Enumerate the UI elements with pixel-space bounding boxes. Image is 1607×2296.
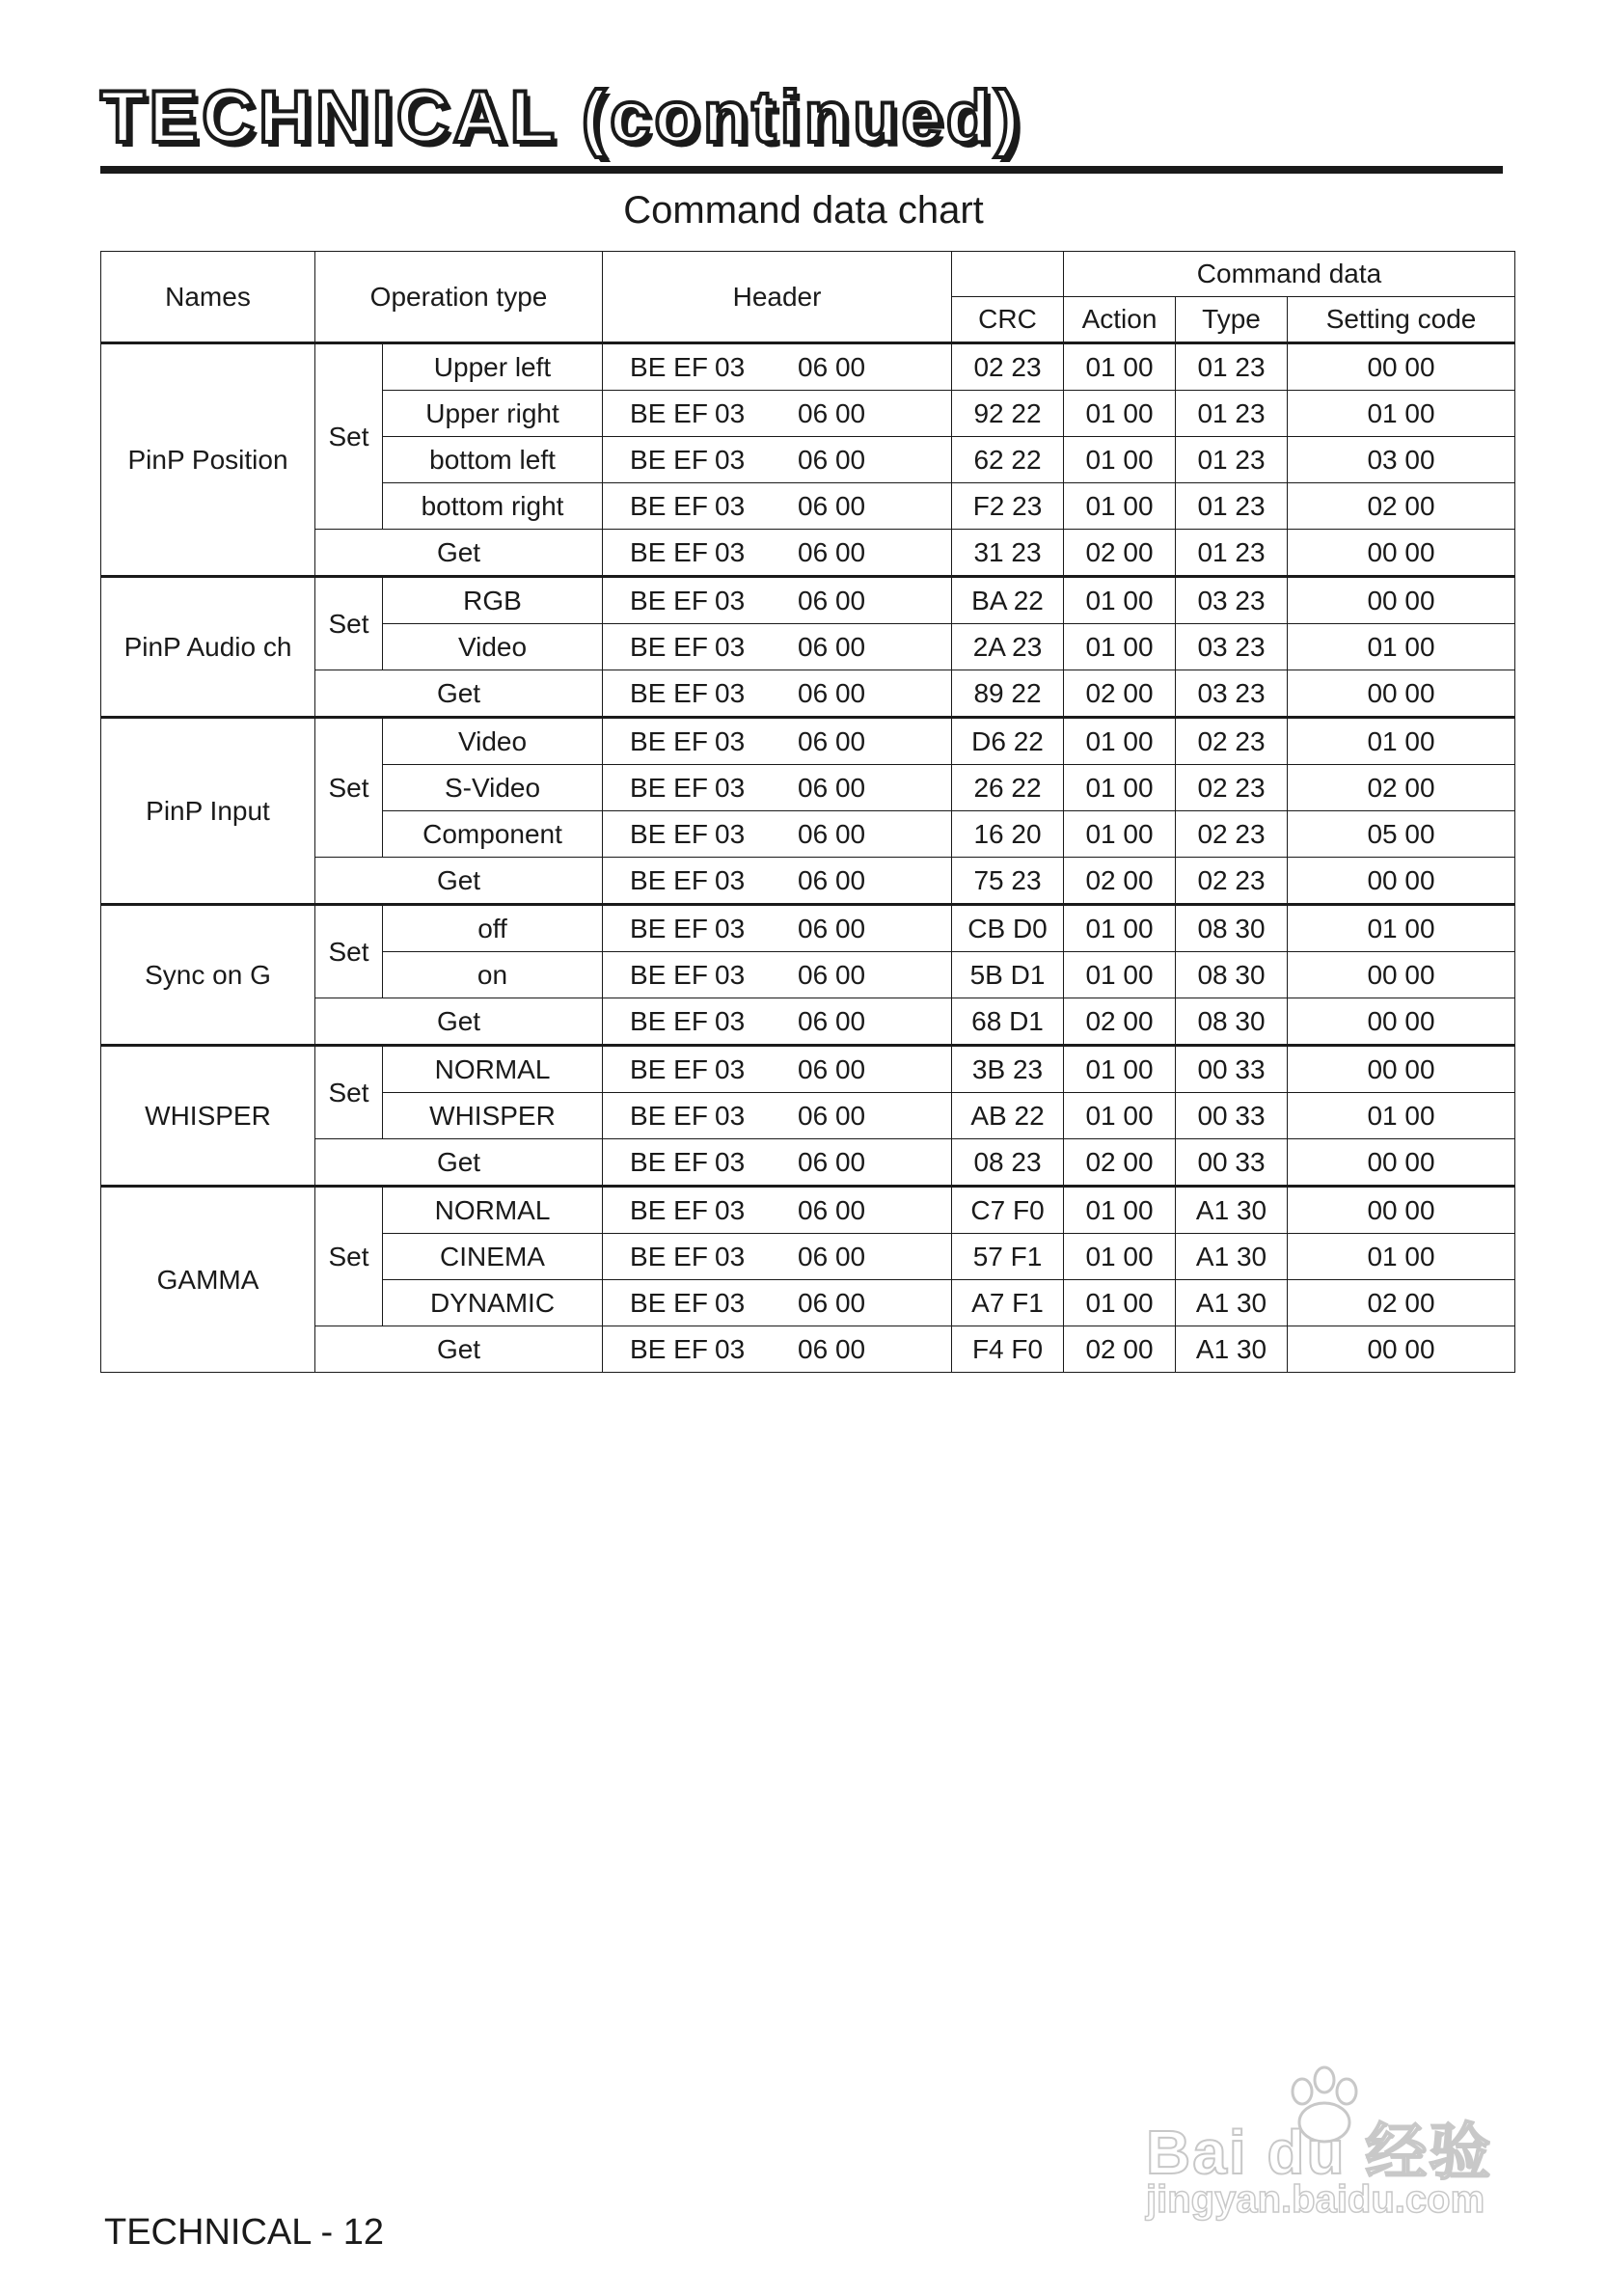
action-cell: 01 00 bbox=[1064, 577, 1176, 624]
operation-cell: RGB bbox=[383, 577, 603, 624]
header-byte-h3: 06 00 bbox=[798, 1053, 866, 1084]
header-byte-h1: BE EF bbox=[630, 959, 708, 990]
group-name-cell: WHISPER bbox=[101, 1046, 315, 1187]
header-bytes-cell bbox=[603, 858, 952, 905]
type-cell: 02 23 bbox=[1176, 858, 1288, 905]
operation-cell: Upper right bbox=[383, 391, 603, 437]
header-byte-h1: BE EF bbox=[630, 1333, 708, 1364]
operation-cell: NORMAL bbox=[383, 1046, 603, 1093]
header-byte-h3: 06 00 bbox=[798, 351, 866, 382]
crc-cell: 08 23 bbox=[952, 1139, 1064, 1187]
header-byte-h1: BE EF bbox=[630, 444, 708, 475]
operation-cell: DYNAMIC bbox=[383, 1280, 603, 1326]
header-byte-h2: 03 bbox=[715, 585, 746, 615]
operation-cell: Component bbox=[383, 811, 603, 858]
header-byte-h1: BE EF bbox=[630, 1053, 708, 1084]
set-label-cell: Set bbox=[315, 905, 383, 998]
header-bytes-cell bbox=[603, 1139, 952, 1187]
setting-code-cell: 03 00 bbox=[1288, 437, 1515, 483]
action-cell: 02 00 bbox=[1064, 1139, 1176, 1187]
table-body bbox=[101, 252, 1515, 1373]
setting-code-cell: 00 00 bbox=[1288, 1187, 1515, 1234]
setting-code-cell: 00 00 bbox=[1288, 858, 1515, 905]
action-cell: 01 00 bbox=[1064, 1234, 1176, 1280]
crc-cell: 5B D1 bbox=[952, 952, 1064, 998]
set-label-cell: Set bbox=[315, 343, 383, 530]
type-cell: 00 33 bbox=[1176, 1093, 1288, 1139]
type-cell: 02 23 bbox=[1176, 718, 1288, 765]
operation-cell: bottom right bbox=[383, 483, 603, 530]
table-row bbox=[101, 1187, 1515, 1234]
setting-code-cell: 00 00 bbox=[1288, 1139, 1515, 1187]
set-label-cell: Set bbox=[315, 718, 383, 858]
table-row bbox=[101, 343, 1515, 391]
header-crc: CRC bbox=[952, 297, 1064, 343]
header-byte-h2: 03 bbox=[715, 397, 746, 428]
action-cell: 01 00 bbox=[1064, 391, 1176, 437]
setting-code-cell: 01 00 bbox=[1288, 1093, 1515, 1139]
header-byte-h1: BE EF bbox=[630, 1287, 708, 1318]
header-byte-h2: 03 bbox=[715, 677, 746, 708]
header-byte-h3: 06 00 bbox=[798, 913, 866, 943]
set-label-cell: Set bbox=[315, 577, 383, 670]
type-cell: 08 30 bbox=[1176, 998, 1288, 1046]
type-cell: 02 23 bbox=[1176, 811, 1288, 858]
setting-code-cell: 05 00 bbox=[1288, 811, 1515, 858]
header-bytes-cell bbox=[603, 952, 952, 998]
crc-cell: 16 20 bbox=[952, 811, 1064, 858]
group-name-cell: PinP Audio ch bbox=[101, 577, 315, 718]
operation-cell: CINEMA bbox=[383, 1234, 603, 1280]
header-bytes-cell bbox=[603, 811, 952, 858]
header-command-data: Command data bbox=[1064, 252, 1515, 297]
group-name-cell: PinP Position bbox=[101, 343, 315, 577]
header-byte-h1: BE EF bbox=[630, 913, 708, 943]
operation-cell: WHISPER bbox=[383, 1093, 603, 1139]
operation-cell: Video bbox=[383, 718, 603, 765]
type-cell: A1 30 bbox=[1176, 1280, 1288, 1326]
setting-code-cell: 00 00 bbox=[1288, 670, 1515, 718]
header-byte-h1: BE EF bbox=[630, 397, 708, 428]
action-cell: 01 00 bbox=[1064, 718, 1176, 765]
watermark-url: jingyan.baidu.com bbox=[1146, 2178, 1485, 2221]
header-bytes-cell bbox=[603, 437, 952, 483]
type-cell: 01 23 bbox=[1176, 530, 1288, 577]
header-byte-h2: 03 bbox=[715, 1241, 746, 1271]
header-setting-code: Setting code bbox=[1288, 297, 1515, 343]
header-byte-h2: 03 bbox=[715, 631, 746, 662]
baidu-watermark bbox=[1136, 2064, 1522, 2257]
header-bytes-cell bbox=[603, 577, 952, 624]
command-data-table bbox=[100, 251, 1515, 1373]
header-type: Type bbox=[1176, 297, 1288, 343]
header-bytes-cell bbox=[603, 624, 952, 670]
group-name-cell: Sync on G bbox=[101, 905, 315, 1046]
header-byte-h3: 06 00 bbox=[798, 1241, 866, 1271]
header-byte-h3: 06 00 bbox=[798, 536, 866, 567]
crc-cell: CB D0 bbox=[952, 905, 1064, 952]
header-byte-h3: 06 00 bbox=[798, 725, 866, 756]
header-byte-h1: BE EF bbox=[630, 536, 708, 567]
header-byte-h3: 06 00 bbox=[798, 1194, 866, 1225]
header-byte-h1: BE EF bbox=[630, 1146, 708, 1177]
crc-cell: 3B 23 bbox=[952, 1046, 1064, 1093]
setting-code-cell: 01 00 bbox=[1288, 905, 1515, 952]
setting-code-cell: 02 00 bbox=[1288, 765, 1515, 811]
header-byte-h2: 03 bbox=[715, 1100, 746, 1131]
page-title: TECHNICAL (continued) bbox=[100, 76, 1023, 158]
header-byte-h2: 03 bbox=[715, 536, 746, 567]
title-rule bbox=[100, 166, 1503, 174]
action-cell: 01 00 bbox=[1064, 1280, 1176, 1326]
header-bytes-cell bbox=[603, 1234, 952, 1280]
crc-cell: 02 23 bbox=[952, 343, 1064, 391]
crc-cell: 75 23 bbox=[952, 858, 1064, 905]
setting-code-cell: 00 00 bbox=[1288, 952, 1515, 998]
action-cell: 01 00 bbox=[1064, 765, 1176, 811]
header-byte-h1: BE EF bbox=[630, 585, 708, 615]
header-byte-h2: 03 bbox=[715, 913, 746, 943]
crc-cell: C7 F0 bbox=[952, 1187, 1064, 1234]
header-bytes-cell bbox=[603, 905, 952, 952]
group-name-cell: GAMMA bbox=[101, 1187, 315, 1373]
action-cell: 02 00 bbox=[1064, 670, 1176, 718]
action-cell: 01 00 bbox=[1064, 1093, 1176, 1139]
table-row bbox=[101, 905, 1515, 952]
table-header-row-1 bbox=[101, 252, 1515, 297]
operation-cell: off bbox=[383, 905, 603, 952]
setting-code-cell: 00 00 bbox=[1288, 998, 1515, 1046]
chart-subtitle: Command data chart bbox=[623, 189, 984, 232]
crc-cell: 57 F1 bbox=[952, 1234, 1064, 1280]
get-operation-cell: Get bbox=[315, 1139, 603, 1187]
header-bytes-cell bbox=[603, 391, 952, 437]
setting-code-cell: 00 00 bbox=[1288, 1326, 1515, 1373]
header-byte-h3: 06 00 bbox=[798, 397, 866, 428]
crc-cell: 68 D1 bbox=[952, 998, 1064, 1046]
crc-cell: AB 22 bbox=[952, 1093, 1064, 1139]
get-operation-cell: Get bbox=[315, 530, 603, 577]
header-bytes-cell bbox=[603, 765, 952, 811]
table-row bbox=[101, 1046, 1515, 1093]
header-operation-type: Operation type bbox=[315, 252, 603, 343]
header-byte-h2: 03 bbox=[715, 1287, 746, 1318]
crc-cell: 89 22 bbox=[952, 670, 1064, 718]
type-cell: 03 23 bbox=[1176, 577, 1288, 624]
header-byte-h1: BE EF bbox=[630, 1005, 708, 1036]
action-cell: 02 00 bbox=[1064, 530, 1176, 577]
header-bytes-cell bbox=[603, 670, 952, 718]
crc-cell: 31 23 bbox=[952, 530, 1064, 577]
type-cell: A1 30 bbox=[1176, 1326, 1288, 1373]
header-byte-h2: 03 bbox=[715, 725, 746, 756]
header-header: Header bbox=[603, 252, 952, 343]
header-bytes-cell bbox=[603, 1326, 952, 1373]
header-byte-h2: 03 bbox=[715, 1194, 746, 1225]
header-byte-h3: 06 00 bbox=[798, 1005, 866, 1036]
type-cell: 01 23 bbox=[1176, 483, 1288, 530]
action-cell: 01 00 bbox=[1064, 1187, 1176, 1234]
action-cell: 01 00 bbox=[1064, 905, 1176, 952]
header-byte-h2: 03 bbox=[715, 1053, 746, 1084]
action-cell: 01 00 bbox=[1064, 1046, 1176, 1093]
crc-cell: 2A 23 bbox=[952, 624, 1064, 670]
setting-code-cell: 00 00 bbox=[1288, 577, 1515, 624]
action-cell: 02 00 bbox=[1064, 998, 1176, 1046]
header-byte-h2: 03 bbox=[715, 818, 746, 849]
header-byte-h1: BE EF bbox=[630, 725, 708, 756]
header-byte-h2: 03 bbox=[715, 444, 746, 475]
setting-code-cell: 00 00 bbox=[1288, 1046, 1515, 1093]
setting-code-cell: 01 00 bbox=[1288, 1234, 1515, 1280]
header-bytes-cell bbox=[603, 343, 952, 391]
header-bytes-cell bbox=[603, 1093, 952, 1139]
header-byte-h1: BE EF bbox=[630, 772, 708, 803]
header-byte-h3: 06 00 bbox=[798, 1146, 866, 1177]
action-cell: 01 00 bbox=[1064, 952, 1176, 998]
type-cell: 01 23 bbox=[1176, 343, 1288, 391]
header-byte-h3: 06 00 bbox=[798, 1333, 866, 1364]
setting-code-cell: 01 00 bbox=[1288, 718, 1515, 765]
header-byte-h3: 06 00 bbox=[798, 585, 866, 615]
set-label-cell: Set bbox=[315, 1046, 383, 1139]
header-byte-h3: 06 00 bbox=[798, 818, 866, 849]
operation-cell: Upper left bbox=[383, 343, 603, 391]
header-names: Names bbox=[101, 252, 315, 343]
type-cell: 02 23 bbox=[1176, 765, 1288, 811]
type-cell: 00 33 bbox=[1176, 1046, 1288, 1093]
header-byte-h2: 03 bbox=[715, 351, 746, 382]
header-byte-h3: 06 00 bbox=[798, 631, 866, 662]
action-cell: 01 00 bbox=[1064, 483, 1176, 530]
type-cell: 01 23 bbox=[1176, 391, 1288, 437]
header-byte-h3: 06 00 bbox=[798, 772, 866, 803]
header-byte-h1: BE EF bbox=[630, 490, 708, 521]
header-byte-h1: BE EF bbox=[630, 677, 708, 708]
header-bytes-cell bbox=[603, 1187, 952, 1234]
header-byte-h1: BE EF bbox=[630, 864, 708, 895]
header-byte-h1: BE EF bbox=[630, 351, 708, 382]
set-label-cell: Set bbox=[315, 1187, 383, 1326]
crc-cell: 92 22 bbox=[952, 391, 1064, 437]
header-byte-h2: 03 bbox=[715, 864, 746, 895]
header-byte-h3: 06 00 bbox=[798, 1287, 866, 1318]
get-operation-cell: Get bbox=[315, 858, 603, 905]
page-footer: TECHNICAL - 12 bbox=[104, 2212, 384, 2253]
action-cell: 02 00 bbox=[1064, 1326, 1176, 1373]
get-operation-cell: Get bbox=[315, 670, 603, 718]
crc-cell: D6 22 bbox=[952, 718, 1064, 765]
type-cell: 00 33 bbox=[1176, 1139, 1288, 1187]
header-byte-h3: 06 00 bbox=[798, 1100, 866, 1131]
operation-cell: on bbox=[383, 952, 603, 998]
type-cell: A1 30 bbox=[1176, 1187, 1288, 1234]
crc-cell: 26 22 bbox=[952, 765, 1064, 811]
action-cell: 02 00 bbox=[1064, 858, 1176, 905]
action-cell: 01 00 bbox=[1064, 811, 1176, 858]
operation-cell: S-Video bbox=[383, 765, 603, 811]
crc-cell: F4 F0 bbox=[952, 1326, 1064, 1373]
header-byte-h1: BE EF bbox=[630, 818, 708, 849]
crc-cell: 62 22 bbox=[952, 437, 1064, 483]
header-byte-h3: 06 00 bbox=[798, 490, 866, 521]
header-byte-h1: BE EF bbox=[630, 1194, 708, 1225]
header-bytes-cell bbox=[603, 1046, 952, 1093]
operation-cell: bottom left bbox=[383, 437, 603, 483]
header-action: Action bbox=[1064, 297, 1176, 343]
header-byte-h3: 06 00 bbox=[798, 864, 866, 895]
header-bytes-cell bbox=[603, 483, 952, 530]
type-cell: 08 30 bbox=[1176, 905, 1288, 952]
header-byte-h2: 03 bbox=[715, 490, 746, 521]
header-crc-top bbox=[952, 252, 1064, 297]
setting-code-cell: 00 00 bbox=[1288, 530, 1515, 577]
type-cell: 01 23 bbox=[1176, 437, 1288, 483]
header-byte-h3: 06 00 bbox=[798, 959, 866, 990]
crc-cell: BA 22 bbox=[952, 577, 1064, 624]
type-cell: 08 30 bbox=[1176, 952, 1288, 998]
header-byte-h1: BE EF bbox=[630, 631, 708, 662]
table-row bbox=[101, 718, 1515, 765]
header-byte-h1: BE EF bbox=[630, 1100, 708, 1131]
header-bytes-cell bbox=[603, 530, 952, 577]
header-bytes-cell bbox=[603, 998, 952, 1046]
header-bytes-cell bbox=[603, 1280, 952, 1326]
header-bytes-cell bbox=[603, 718, 952, 765]
header-byte-h2: 03 bbox=[715, 1146, 746, 1177]
setting-code-cell: 02 00 bbox=[1288, 483, 1515, 530]
header-byte-h1: BE EF bbox=[630, 1241, 708, 1271]
header-byte-h3: 06 00 bbox=[798, 677, 866, 708]
type-cell: 03 23 bbox=[1176, 670, 1288, 718]
table-row bbox=[101, 577, 1515, 624]
operation-cell: Video bbox=[383, 624, 603, 670]
header-byte-h2: 03 bbox=[715, 1005, 746, 1036]
group-name-cell: PinP Input bbox=[101, 718, 315, 905]
action-cell: 01 00 bbox=[1064, 437, 1176, 483]
header-byte-h2: 03 bbox=[715, 959, 746, 990]
header-byte-h2: 03 bbox=[715, 772, 746, 803]
type-cell: A1 30 bbox=[1176, 1234, 1288, 1280]
setting-code-cell: 01 00 bbox=[1288, 391, 1515, 437]
crc-cell: A7 F1 bbox=[952, 1280, 1064, 1326]
crc-cell: F2 23 bbox=[952, 483, 1064, 530]
setting-code-cell: 02 00 bbox=[1288, 1280, 1515, 1326]
header-byte-h2: 03 bbox=[715, 1333, 746, 1364]
setting-code-cell: 00 00 bbox=[1288, 343, 1515, 391]
operation-cell: NORMAL bbox=[383, 1187, 603, 1234]
action-cell: 01 00 bbox=[1064, 343, 1176, 391]
get-operation-cell: Get bbox=[315, 998, 603, 1046]
setting-code-cell: 01 00 bbox=[1288, 624, 1515, 670]
get-operation-cell: Get bbox=[315, 1326, 603, 1373]
type-cell: 03 23 bbox=[1176, 624, 1288, 670]
action-cell: 01 00 bbox=[1064, 624, 1176, 670]
watermark-brand: Bai du 经验 bbox=[1146, 2118, 1493, 2187]
header-byte-h3: 06 00 bbox=[798, 444, 866, 475]
